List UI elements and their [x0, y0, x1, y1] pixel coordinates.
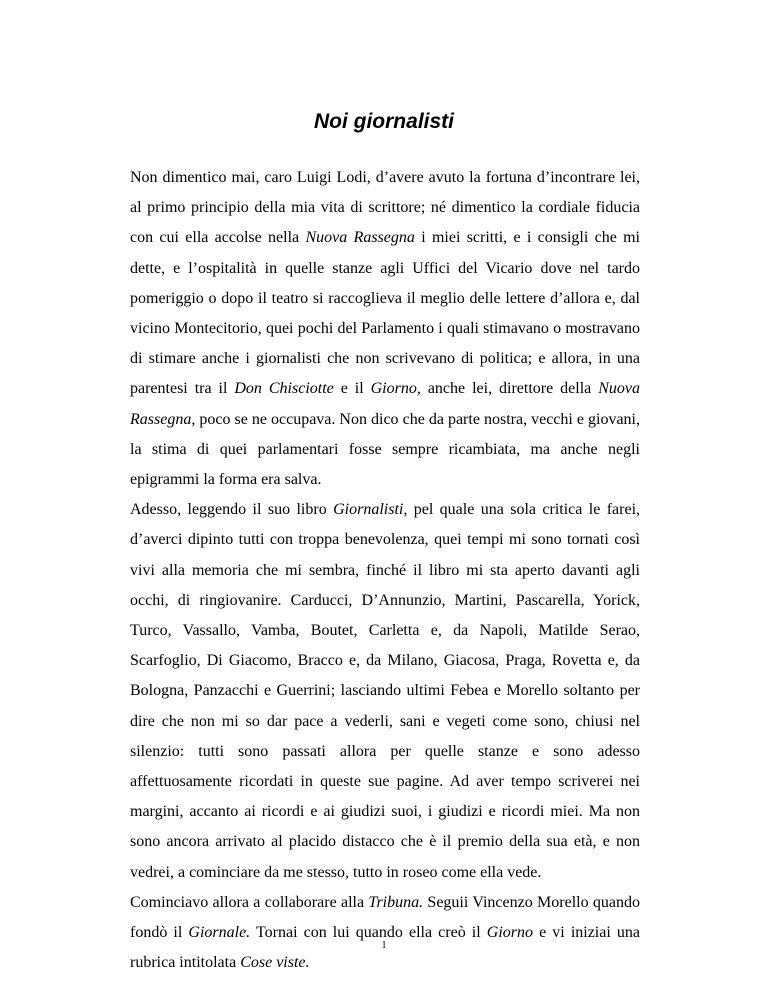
text-span: i miei scritti, e i consigli che mi dette, e l’ospitalità in quelle stanze agli Uffici del Vicario dove nel tardo pomeriggio o dopo il teatro si raccoglieva il meglio delle lettere d’allora e, dal vicino Montecitorio, quei pochi del Parlamento i quali stimavano o mostravano di stimare anche i giornalisti che non scrivevano di politica; e allora, in una parentesi tra il — [130, 229, 640, 398]
page-number: 1 — [381, 940, 387, 951]
text-span: e vi iniziai una rubrica intitolata — [130, 924, 640, 972]
page-title: Noi giornalisti — [313, 110, 454, 133]
text-span: poco se ne occupava. Non dico che da parte nostra, vecchi e giovani, la stima di quei parlamentari fosse sempre ricambiata, ma anche negli epigrammi la forma era salva. — [130, 410, 640, 489]
body-text — [130, 163, 640, 978]
italic-title: Cose viste. — [240, 954, 310, 972]
text-span: anche lei, direttore della — [420, 380, 599, 398]
text-span: e il — [333, 380, 371, 398]
italic-title: Giornale. — [188, 924, 251, 942]
italic-title: Giorno, — [370, 380, 421, 398]
text-span: pel quale una sola critica le farei, d’averci dipinto tutti con troppa benevolenza, quei tempi mi sono tornati così vivi alla memoria che mi sembra, finché il libro mi sta aperto davanti agli occhi, di ringiovanire. Carducci, D’Annunzio, Martini, Pascarella, Yorick, Turco, Vassallo, Vamba, Boutet, Carletta e, da Napoli, Matilde Serao, Scarfoglio, Di Giacomo, Bracco e, da Milano, Giacosa, Praga, Rovetta e, da Bologna, Panzacchi e Guerrini; lasciando ultimi Febea e Morello soltanto per dire che non mi so dar pace a vederli, sani e vegeti come sono, chiusi nel silenzio: tutti sono passati allora per quelle stanze e sono adesso affettuosamente ricordati in queste sue pagine. Ad aver tempo scriverei nei margini, accanto ai ricordi e ai giudizi suoi, i giudizi e ricordi miei. Ma non sono ancora arrivato al placido distacco che è il premio della sua età, e non vedrei, a cominciare da me stesso, tutto in roseo come ella vede. — [130, 501, 641, 881]
italic-title: Nuova Rassegna — [305, 229, 415, 247]
italic-title: Tribuna. — [368, 893, 424, 911]
text-span: Adesso, leggendo il suo libro — [130, 501, 334, 519]
paragraph — [130, 163, 640, 495]
italic-title: Giorno — [486, 924, 533, 942]
italic-title: Don Chisciotte — [234, 380, 334, 398]
italic-title: Nuova Rassegna, — [130, 380, 640, 428]
paragraph — [130, 888, 640, 979]
paragraph — [130, 495, 640, 888]
italic-title: Giornalisti, — [333, 501, 408, 519]
text-span: Seguii Vincenzo Morello quando fondò il — [130, 893, 641, 942]
text-span: Tornai con lui quando ella creò il — [250, 924, 487, 942]
text-span: Cominciavo allora a collaborare alla — [130, 893, 369, 911]
text-span: Non dimentico mai, caro Luigi Lodi, d’avere avuto la fortuna d’incontrare lei, al primo principio della mia vita di scrittore; né dimentico la cordiale fiducia con cui ella accolse nella — [130, 169, 640, 247]
